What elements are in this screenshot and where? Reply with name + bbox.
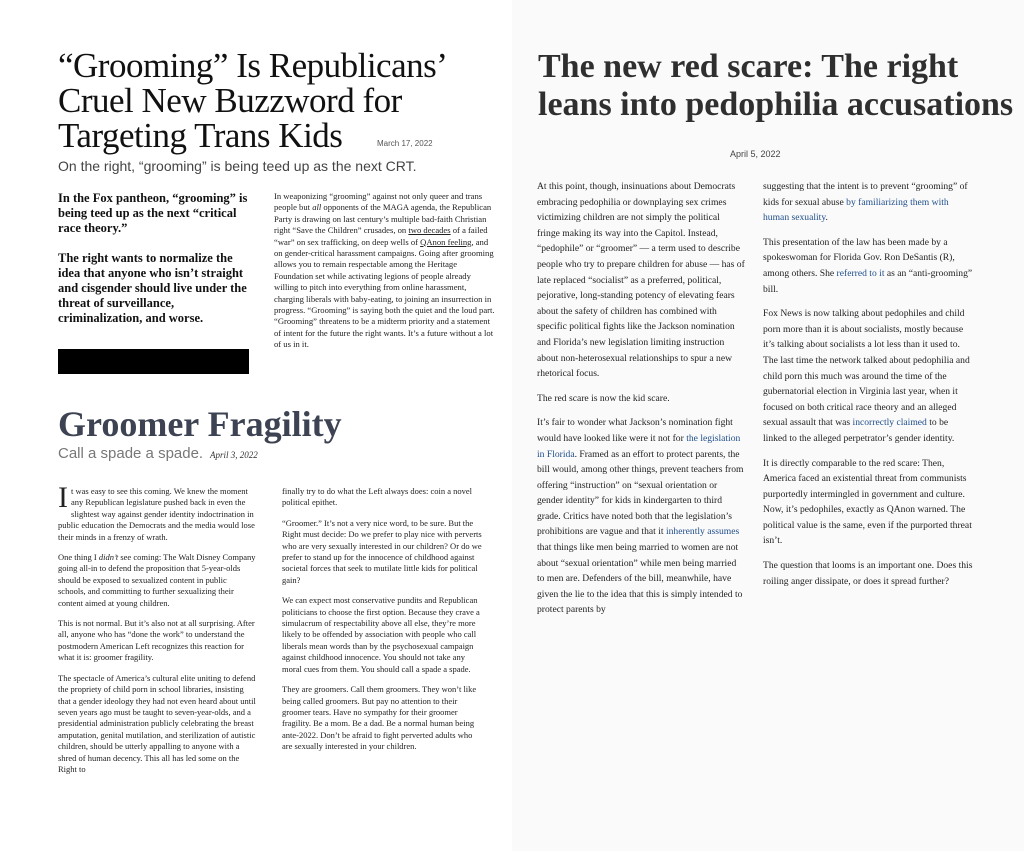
- body-text: t was easy to see this coming. We knew the moment any Republican legislature pushed back in even the slightest way against gender identity indoctrination in public education the Democrats and the media would lose their minds in a frenzy of wrath.: [58, 486, 255, 542]
- article-column-right: [763, 179, 973, 598]
- paragraph: [763, 179, 973, 226]
- redaction-bar: [58, 349, 249, 374]
- paragraph: “Groomer.” It’s not a very nice word, to be sure. But the Right must decide: Do we prefer to play nice with perverts who are very sexually interested in our children? Or do we prefer to stand up for the innocence of childhood against societal forces that seek to mutilate little kids for political gain?: [282, 517, 482, 585]
- paragraph: At this point, though, insinuations about Democrats embracing pedophilia or downplaying sex crimes victimizing children are not simply the political fringe making its way into the Capitol. Instead, “pedophile” or “groomer” — a term used to describe people who try to prepare children for abuse — has of late replaced “socialist” as a preferred, political, pejorative, long-standing potency of elevating fears about the safety of children has combined with specific political fights like the Jackson nomination and Florida’s new legislation limiting instruction about non-heterosexual relationships to spur a new rhetorical focus.: [537, 181, 745, 380]
- body-text: opponents of the MAGA agenda, the Republican Party is drawing on last century’s multiple bad-faith Christian right “Save the Children” crusades, on: [274, 202, 492, 236]
- article-title: Groomer Fragility: [58, 404, 342, 444]
- article-subtitle: Call a spade a spade.: [58, 445, 204, 462]
- body-text: Fox News is now talking about pedophiles and child porn more than it is about socialists, mostly because it’s talking about socialists a lot less than it used to. The last time the network talked about pedophilia and child porn this much was around the time of the gubernatorial election in Virginia last year, when it focused on both critical race theory and an alleged sexual assault that was: [763, 308, 970, 429]
- body-text: , and on gender-critical harassment campaigns. Going after grooming allows you to remain respectable among the Heritage Foundation set while activating legions of people already willing to pitch into everything from online harassment, charging liberals with baby-eating, to joining an insurrection in progress. “Grooming” is saying both the quiet and the loud part. “Grooming” threatens to be a midterm priority and a statement of intent for the future the right wants. It’s a future without a lot of us in it.: [274, 236, 495, 350]
- paragraph: [763, 235, 973, 297]
- paragraph: The question that looms is an important one. Does this roiling anger dissipate, or does it spread further?: [763, 560, 973, 587]
- article-column-right: [282, 486, 482, 762]
- inline-link[interactable]: referred to it: [836, 267, 885, 279]
- body-text: as an “anti-grooming” bill.: [763, 267, 973, 295]
- article-date: April 5, 2022: [730, 149, 781, 159]
- inline-link[interactable]: two decades: [408, 225, 451, 236]
- body-text: that things like men being married to women are not about “sexual orientation” while men being married to men are. Defenders of the bill, meanwhile, have given the lie to the idea that this is simply intended to protect parents by: [537, 542, 743, 616]
- paragraph: [537, 415, 745, 618]
- paragraph: finally try to do what the Left always does: coin a novel political epithet.: [282, 486, 473, 508]
- article-body: [274, 191, 496, 351]
- article-column-left: [58, 481, 256, 784]
- body-text: One thing I: [58, 552, 99, 563]
- body-text: of a failed “war” on sex trafficking, on deep wells of: [274, 225, 488, 247]
- article-panel-red-scare: [512, 0, 1024, 851]
- article-title: The new red scare: The right leans into pedophilia accusations: [538, 48, 1014, 123]
- paragraph: [763, 306, 973, 446]
- paragraph: They are groomers. Call them groomers. They won’t like being called groomers. But pay no attention to their groomer tears. Have no sympathy for their groomer fragility. Be a mom. Be a dad. Be a normal human being ante-2022. Don’t be afraid to fight perverted adults who are sexually interested in your children.: [282, 684, 477, 752]
- paragraph: It is directly comparable to the red scare: Then, America faced an existential threat from communists purportedly intermingled in government and culture. Now, it’s pedophiles, exactly as QAnon warned. The political value is the same, even if the purported threat isn’t.: [763, 457, 972, 547]
- article-date: April 3, 2022: [210, 450, 258, 460]
- body-text: It’s fair to wonder what Jackson’s nomination fight would have looked like were it not for: [537, 417, 733, 444]
- inline-link[interactable]: inherently assumes: [665, 526, 740, 538]
- paragraph: The spectacle of America’s cultural elite uniting to defend the propriety of child porn in school libraries, insisting that a gender ideology they had not even heard about until seven years ago must be taught to seven-year-olds, and a presidential administration publicly celebrating the breast amputation, genital mutilation, and sterilization of autistic children, should be utterly appalling to anyone with a shred of human decency. This all has led some on the Right to: [58, 672, 256, 774]
- paragraph: [58, 552, 256, 609]
- article-column-left: [537, 179, 745, 627]
- paragraph: [58, 481, 256, 543]
- body-text: to be linked to the alleged perpetrator’s gender identity.: [763, 417, 955, 444]
- body-text: In weaponizing “grooming” against not only queer and trans people but: [274, 191, 483, 213]
- inline-link[interactable]: incorrectly claimed: [852, 417, 927, 429]
- article-subtitle: On the right, “grooming” is being teed up as the next CRT.: [58, 158, 417, 174]
- body-text: .: [825, 212, 828, 224]
- body-text: This presentation of the law has been made by a spokeswoman for Florida Gov. Ron DeSantis (R), among others. She: [763, 236, 955, 279]
- article-panel-grooming: [0, 0, 512, 390]
- body-text: . Framed as an effort to protect parents, the bill would, among other things, prevent teachers from offering “instruction” on “sexual orientation or gender identity” for kids in kindergarten to third grade. Critics have noted both that the legislation’s prohibitions are vague and that it: [537, 448, 744, 538]
- article-panel-groomer-fragility: [0, 390, 512, 851]
- article-title: “Grooming” Is Republicans’ Cruel New Buzzword for Targeting Trans Kids: [58, 46, 445, 155]
- body-emphasis: all: [312, 202, 322, 213]
- paragraph: We can expect most conservative pundits and Republican politicians to choose the first option. Because they crave a simulacrum of respectability above all else, they’re more likely to be offended by association with people who call liberals mean words than by the psychosexual campaign against childhood innocence. You should not take any moral cues from them. You should call a spade a spade.: [282, 595, 480, 674]
- pullquote-column: [58, 191, 254, 341]
- pullquote: The right wants to normalize the idea that anyone who isn’t straight and cisgender should live under the threat of surveillance, criminalization, and worse.: [58, 251, 247, 325]
- inline-link[interactable]: by familiarizing them with human sexuality: [763, 196, 949, 224]
- article-date: March 17, 2022: [377, 139, 433, 148]
- paragraph: The red scare is now the kid scare.: [537, 392, 670, 404]
- paragraph: This is not normal. But it’s also not at all surprising. After all, anyone who has “done the work” to understand the postmodern American Left recognizes this reaction for what it is: groomer fragility.: [58, 618, 255, 663]
- body-emphasis: didn’t: [98, 552, 119, 563]
- drop-cap: I: [58, 481, 68, 514]
- body-text: suggesting that the intent is to prevent “grooming” of kids for sexual abuse: [763, 181, 968, 208]
- inline-link[interactable]: QAnon feeling: [420, 236, 472, 247]
- body-text: see coming: The Walt Disney Company going all-in to defend the proposition that 5-year-olds should be exposed to sexualized content in public schools, and committing to further sexualizing their content aimed at young children.: [58, 552, 256, 608]
- pullquote: In the Fox pantheon, “grooming” is being teed up as the next “critical race theory.”: [58, 191, 248, 235]
- inline-link[interactable]: the legislation in Florida: [537, 432, 741, 460]
